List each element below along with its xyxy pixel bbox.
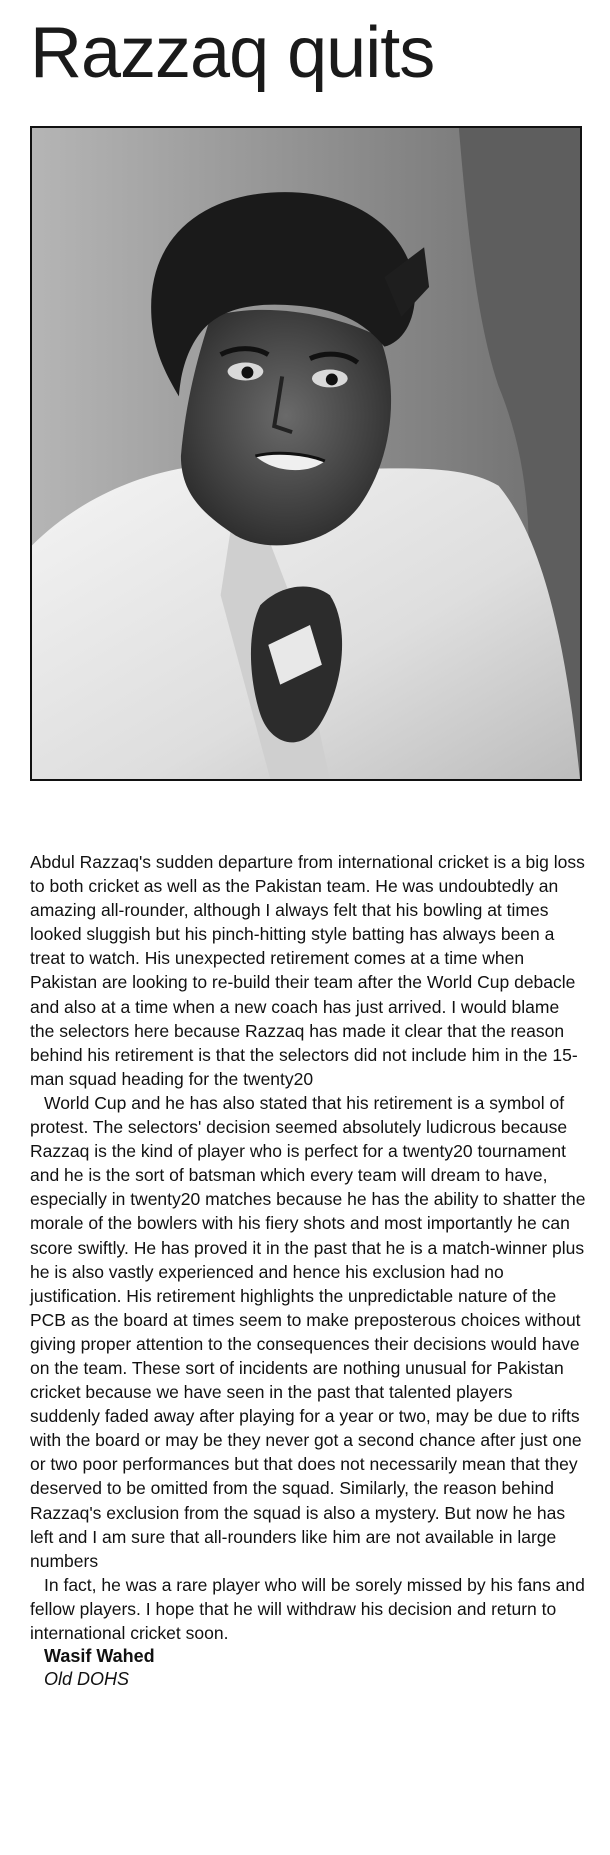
portrait-photo-image <box>32 128 580 779</box>
headline: Razzaq quits <box>30 13 435 93</box>
article-paragraph: In fact, he was a rare player who will be sorely missed by his fans and fellow players. I hope that he will withdraw his decision and return to international cricket soon. <box>30 1574 585 1643</box>
article-body <box>30 850 586 1691</box>
player-photo <box>30 126 582 781</box>
author-location: Old DOHS <box>44 1669 130 1690</box>
author-name: Wasif Wahed <box>44 1646 155 1667</box>
article-paragraph: World Cup and he has also stated that his retirement is a symbol of protest. The selectors' decision seemed absolutely ludicrous because Razzaq is the kind of player who is perfect for a twenty20 tournament and he is the sort of batsman which every team will dream to have, especially in twenty20 matches because he has the ability to shatter the morale of the bowlers with his fiery shots and most importantly he can score swiftly. He has proved it in the past that he is a match-winner plus he is also vastly experienced and hence his exclusion had no justification. His retirement highlights the unpredictable nature of the PCB as the board at times seem to make preposterous choices without giving proper attention to the consequences their decisions would have on the team. These sort of incidents are nothing unusual for Pakistan cricket because we have seen in the past that talented players suddenly faded away after playing for a year or two, may be due to rifts with the board or may be they never got a second chance after just one or two poor performances but that does not necessarily mean that they deserved to be omitted from the squad. Similarly, the reason behind Razzaq's exclusion from the squad is also a mystery. But now he has left and I am sure that all-rounders like him are not available in large numbers <box>30 1092 586 1571</box>
article-paragraph: Abdul Razzaq's sudden departure from international cricket is a big loss to both cricket as well as the Pakistan team. He was undoubtedly an amazing all-rounder, although I always felt that his bowling at times looked sluggish but his pinch-hitting style batting has always been a treat to watch. His unexpected retirement comes at a time when Pakistan are looking to re-build their team after the World Cup debacle and also at a time when a new coach has just arrived. I would blame the selectors here because Razzaq has made it clear that the reason behind his retirement is that the selectors did not include him in the 15-man squad heading for the twenty20 <box>30 852 585 1089</box>
